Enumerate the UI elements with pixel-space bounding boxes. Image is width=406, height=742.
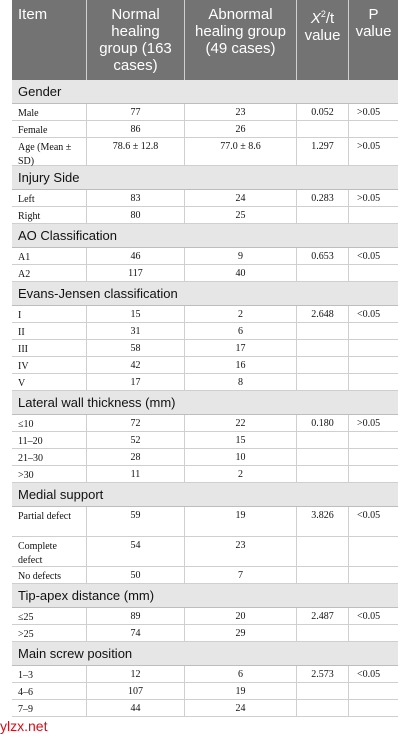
- stat-cell: [297, 683, 349, 699]
- abnormal-cell: 10: [185, 449, 297, 465]
- p-value-cell: [349, 466, 398, 482]
- row-label: Right: [12, 207, 87, 223]
- table-row: [12, 207, 398, 224]
- stat-cell: [297, 567, 349, 583]
- p-value-cell: >0.05: [357, 107, 381, 118]
- stat-cell: [297, 323, 349, 339]
- row-label: >30: [12, 466, 87, 482]
- stat-cell: [297, 357, 349, 373]
- abnormal-cell: 8: [185, 374, 297, 390]
- p-value-cell: [349, 121, 398, 137]
- abnormal-cell: 24: [185, 190, 297, 206]
- table-row: [12, 323, 398, 340]
- normal-cell: 50: [87, 567, 185, 583]
- header-stat-symbol: X: [310, 10, 321, 27]
- row-label: 21–30: [12, 449, 87, 465]
- stat-cell: [297, 207, 349, 223]
- normal-cell: 11: [87, 466, 185, 482]
- row-label: Male: [12, 104, 87, 120]
- normal-cell: 89: [87, 608, 185, 624]
- section-heading: Injury Side: [12, 166, 398, 190]
- row-label: Female: [12, 121, 87, 137]
- row-label: A2: [12, 265, 87, 281]
- abnormal-cell: 22: [185, 415, 297, 431]
- row-label: III: [12, 340, 87, 356]
- table-row: [12, 121, 398, 138]
- stat-cell: [297, 340, 349, 356]
- abnormal-cell: 19: [185, 683, 297, 699]
- abnormal-cell: 23: [185, 104, 297, 120]
- p-value-cell: [349, 323, 398, 339]
- p-value-cell: [349, 265, 398, 281]
- header-p-text: P value: [355, 6, 392, 40]
- p-value-cell: <0.05: [357, 510, 381, 521]
- p-value-cell: <0.05: [357, 251, 381, 262]
- stat-cell: [297, 449, 349, 465]
- stat-cell: 2.573: [297, 666, 349, 682]
- abnormal-cell: 15: [185, 432, 297, 448]
- row-label: >25: [12, 625, 87, 641]
- p-value-cell: <0.05: [357, 309, 381, 320]
- abnormal-cell: 29: [185, 625, 297, 641]
- table-header: [12, 0, 398, 80]
- table-row: [12, 306, 398, 323]
- normal-cell: 72: [87, 415, 185, 431]
- header-stat-suffix: /t value: [304, 10, 341, 44]
- normal-cell: 80: [87, 207, 185, 223]
- table-row: [12, 537, 398, 567]
- stat-cell: [297, 121, 349, 137]
- table-row: [12, 248, 398, 265]
- stat-cell: 0.180: [297, 415, 349, 431]
- stat-cell: [297, 265, 349, 281]
- abnormal-cell: 23: [185, 537, 297, 566]
- p-value-cell: <0.05: [357, 669, 381, 680]
- row-label: 4–6: [12, 683, 87, 699]
- stat-cell: 2.648: [297, 306, 349, 322]
- p-value-cell: [349, 374, 398, 390]
- header-abnormal-group: Abnormal healing group (49 cases): [185, 0, 297, 80]
- header-normal-group: Normal healing group (163 cases): [87, 0, 185, 80]
- stat-cell: 2.487: [297, 608, 349, 624]
- p-value-cell: [349, 432, 398, 448]
- row-label: I: [12, 306, 87, 322]
- row-label: V: [12, 374, 87, 390]
- p-value-cell: [349, 537, 398, 566]
- header-item: Item: [12, 0, 87, 80]
- table-row: [12, 466, 398, 483]
- stat-cell: [297, 537, 349, 566]
- section-heading: Tip-apex distance (mm): [12, 584, 398, 608]
- table-body: [12, 80, 398, 717]
- section-heading: Main screw position: [12, 642, 398, 666]
- section-heading: Lateral wall thickness (mm): [12, 391, 398, 415]
- table-row: [12, 625, 398, 642]
- normal-cell: 46: [87, 248, 185, 264]
- stat-cell: [297, 700, 349, 716]
- table-row: [12, 432, 398, 449]
- table-row: [12, 415, 398, 432]
- normal-cell: 59: [87, 507, 185, 536]
- abnormal-cell: 25: [185, 207, 297, 223]
- table-row: [12, 340, 398, 357]
- section-heading: AO Classification: [12, 224, 398, 248]
- row-label: ≤10: [12, 415, 87, 431]
- p-value-cell: [349, 625, 398, 641]
- normal-cell: 52: [87, 432, 185, 448]
- normal-cell: 74: [87, 625, 185, 641]
- stat-cell: [297, 625, 349, 641]
- normal-cell: 77: [87, 104, 185, 120]
- header-p-value: [349, 0, 398, 80]
- watermark: ylzx.net: [0, 718, 48, 734]
- row-label: 7–9: [12, 700, 87, 716]
- stat-cell: 0.653: [297, 248, 349, 264]
- p-value-cell: [349, 207, 398, 223]
- stat-cell: 1.297: [297, 138, 349, 165]
- abnormal-cell: 40: [185, 265, 297, 281]
- table-row: [12, 683, 398, 700]
- stat-cell: 0.052: [297, 104, 349, 120]
- abnormal-cell: 16: [185, 357, 297, 373]
- table-row: [12, 265, 398, 282]
- table-row: [12, 449, 398, 466]
- p-value-cell: [349, 683, 398, 699]
- row-label: 11–20: [12, 432, 87, 448]
- stat-cell: 3.826: [297, 507, 349, 536]
- table-row: [12, 666, 398, 683]
- row-label: Partial defect: [12, 507, 87, 536]
- stat-cell: [297, 374, 349, 390]
- abnormal-cell: 26: [185, 121, 297, 137]
- header-stat-value: [297, 0, 349, 80]
- abnormal-cell: 2: [185, 466, 297, 482]
- p-value-cell: >0.05: [357, 418, 381, 429]
- header-stat-superscript: 2: [320, 9, 326, 19]
- data-table: [12, 0, 398, 717]
- normal-cell: 12: [87, 666, 185, 682]
- p-value-cell: <0.05: [357, 611, 381, 622]
- table-row: [12, 374, 398, 391]
- row-label: IV: [12, 357, 87, 373]
- abnormal-cell: 6: [185, 666, 297, 682]
- row-label: Age (Mean ± SD): [12, 138, 87, 165]
- p-value-cell: [349, 700, 398, 716]
- abnormal-cell: 17: [185, 340, 297, 356]
- stat-cell: 0.283: [297, 190, 349, 206]
- table-row: [12, 357, 398, 374]
- abnormal-cell: 20: [185, 608, 297, 624]
- abnormal-cell: 7: [185, 567, 297, 583]
- normal-cell: 31: [87, 323, 185, 339]
- section-heading: Medial support: [12, 483, 398, 507]
- abnormal-cell: 6: [185, 323, 297, 339]
- row-label: ≤25: [12, 608, 87, 624]
- row-label: 1–3: [12, 666, 87, 682]
- table-row: [12, 567, 398, 584]
- abnormal-cell: 9: [185, 248, 297, 264]
- row-label: II: [12, 323, 87, 339]
- table-row: [12, 138, 398, 166]
- stat-cell: [297, 466, 349, 482]
- normal-cell: 17: [87, 374, 185, 390]
- section-heading: Gender: [12, 80, 398, 104]
- section-heading: Evans-Jensen classification: [12, 282, 398, 306]
- p-value-cell: [349, 449, 398, 465]
- normal-cell: 58: [87, 340, 185, 356]
- table-row: [12, 190, 398, 207]
- table-row: [12, 104, 398, 121]
- p-value-cell: >0.05: [357, 141, 381, 152]
- normal-cell: 86: [87, 121, 185, 137]
- normal-cell: 42: [87, 357, 185, 373]
- abnormal-cell: 77.0 ± 8.6: [185, 138, 297, 165]
- abnormal-cell: 24: [185, 700, 297, 716]
- table-row: [12, 700, 398, 717]
- abnormal-cell: 2: [185, 306, 297, 322]
- p-value-cell: [349, 340, 398, 356]
- normal-cell: 15: [87, 306, 185, 322]
- p-value-cell: >0.05: [357, 193, 381, 204]
- normal-cell: 83: [87, 190, 185, 206]
- normal-cell: 107: [87, 683, 185, 699]
- normal-cell: 44: [87, 700, 185, 716]
- normal-cell: 78.6 ± 12.8: [87, 138, 185, 165]
- row-label: A1: [12, 248, 87, 264]
- normal-cell: 28: [87, 449, 185, 465]
- abnormal-cell: 19: [185, 507, 297, 536]
- row-label: Complete defect: [12, 537, 87, 566]
- row-label: Left: [12, 190, 87, 206]
- table-row: [12, 507, 398, 537]
- normal-cell: 54: [87, 537, 185, 566]
- row-label: No defects: [12, 567, 87, 583]
- table-row: [12, 608, 398, 625]
- p-value-cell: [349, 567, 398, 583]
- normal-cell: 117: [87, 265, 185, 281]
- p-value-cell: [349, 357, 398, 373]
- stat-cell: [297, 432, 349, 448]
